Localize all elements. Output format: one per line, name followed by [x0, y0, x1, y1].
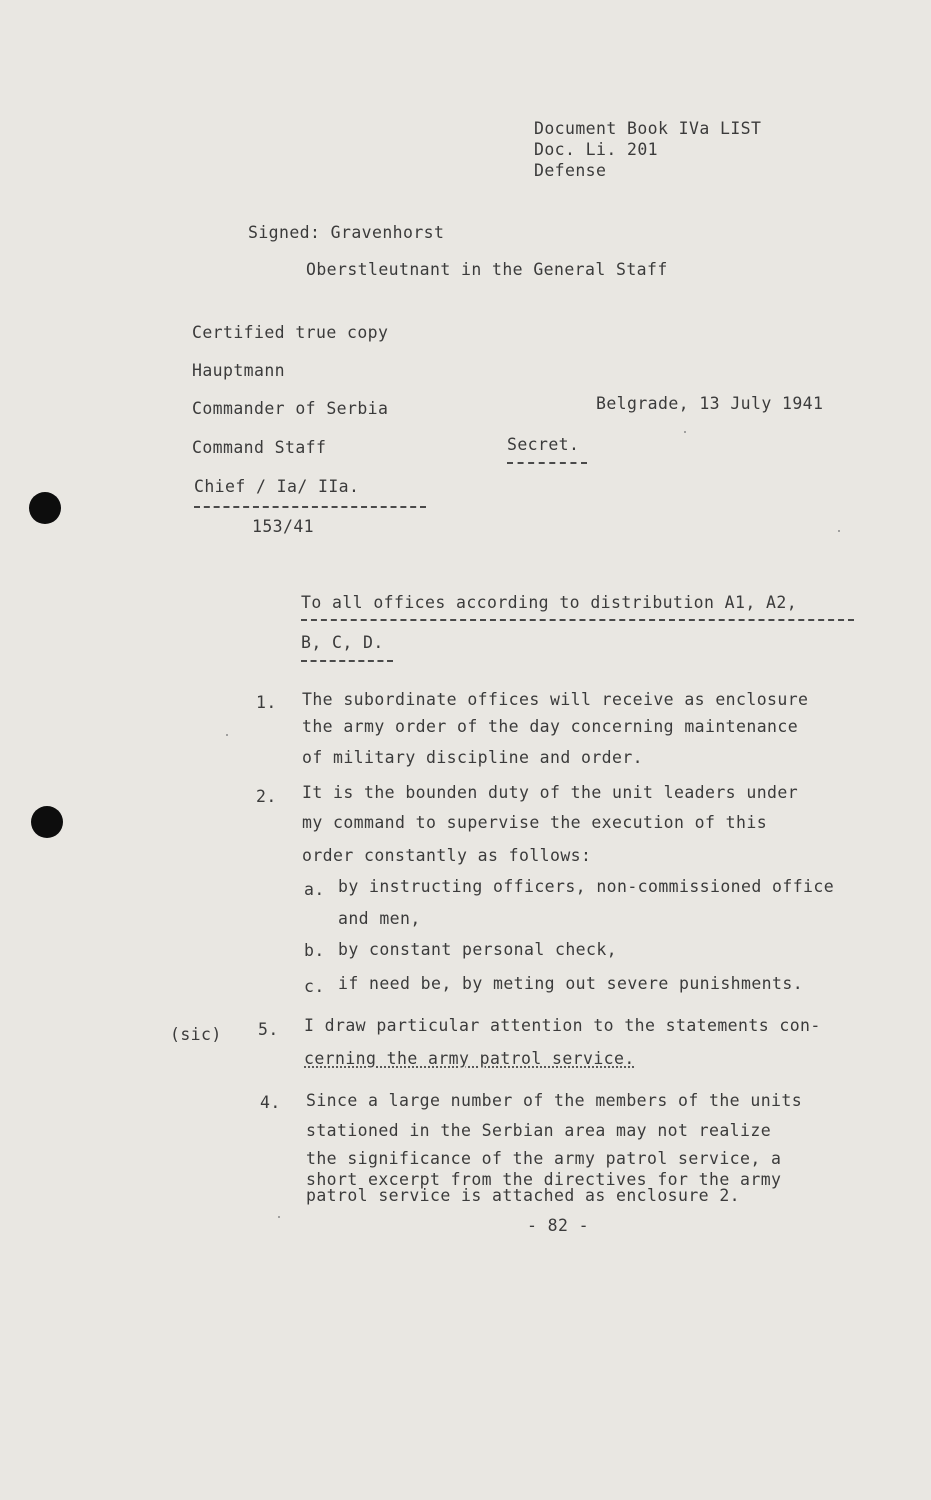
header-doc-number: Doc. Li. 201 — [534, 140, 659, 159]
signer-rank: Oberstleutnant in the General Staff — [306, 260, 668, 279]
sender-chief: Chief / Ia/ IIa. — [194, 477, 360, 496]
list-item-line: and men, — [338, 909, 421, 928]
paragraph-number: 5. — [258, 1020, 279, 1039]
reference-number: 153/41 — [252, 517, 315, 536]
paragraph-line: Since a large number of the members of the units — [306, 1091, 803, 1110]
hauptmann: Hauptmann — [192, 361, 286, 380]
paragraph-line: I draw particular attention to the statements con- — [304, 1016, 821, 1035]
list-item-label: b. — [304, 941, 325, 960]
paragraph-line: the army order of the day concerning maintenance — [302, 717, 799, 736]
address-line-1: To all offices according to distribution A1, A2, — [301, 593, 798, 612]
list-item-line: by instructing officers, non-commissioned office — [338, 877, 835, 896]
sic-note: (sic) — [170, 1025, 222, 1044]
punch-hole-top — [29, 492, 61, 524]
chief-underline — [194, 506, 426, 508]
classification-underline — [507, 462, 587, 464]
certified-copy: Certified true copy — [192, 323, 389, 342]
sender-commander: Commander of Serbia — [192, 399, 389, 418]
paragraph-number: 1. — [256, 693, 277, 712]
list-item-line: by constant personal check, — [338, 940, 618, 959]
paragraph-line: patrol service is attached as enclosure 2. — [306, 1186, 741, 1205]
paragraph-line: my command to supervise the execution of this — [302, 813, 768, 832]
paragraph-line: the significance of the army patrol service, a — [306, 1149, 782, 1168]
paper-speck — [226, 734, 228, 736]
list-item-label: c. — [304, 977, 325, 996]
paper-speck — [278, 1216, 280, 1218]
list-item-line: if need be, by meting out severe punishments. — [338, 974, 804, 993]
signed-line: Signed: Gravenhorst — [248, 223, 445, 242]
paper-speck — [684, 431, 686, 433]
list-item-label: a. — [304, 880, 325, 899]
header-doc-book: Document Book IVa LIST — [534, 119, 762, 138]
address-line-2: B, C, D. — [301, 633, 384, 652]
place-date: Belgrade, 13 July 1941 — [596, 394, 824, 413]
paragraph-line: of military discipline and order. — [302, 748, 644, 767]
paragraph-line: cerning the army patrol service. — [304, 1049, 635, 1068]
paragraph-number: 4. — [260, 1093, 281, 1112]
paragraph-line: The subordinate offices will receive as enclosure — [302, 690, 809, 709]
page-number: - 82 - — [527, 1216, 590, 1235]
classification: Secret. — [507, 435, 580, 454]
paper-speck — [838, 530, 840, 532]
address-underline-1 — [301, 619, 854, 621]
paragraph-line: short excerpt from the directives for the army — [306, 1170, 782, 1189]
paragraph-number: 2. — [256, 787, 277, 806]
paragraph-line: stationed in the Serbian area may not realize — [306, 1121, 772, 1140]
sender-staff: Command Staff — [192, 438, 327, 457]
paragraph-line: It is the bounden duty of the unit leaders under — [302, 783, 799, 802]
address-underline-2 — [301, 660, 393, 662]
header-defense: Defense — [534, 161, 607, 180]
punch-hole-middle — [31, 806, 63, 838]
paragraph-line: order constantly as follows: — [302, 846, 592, 865]
